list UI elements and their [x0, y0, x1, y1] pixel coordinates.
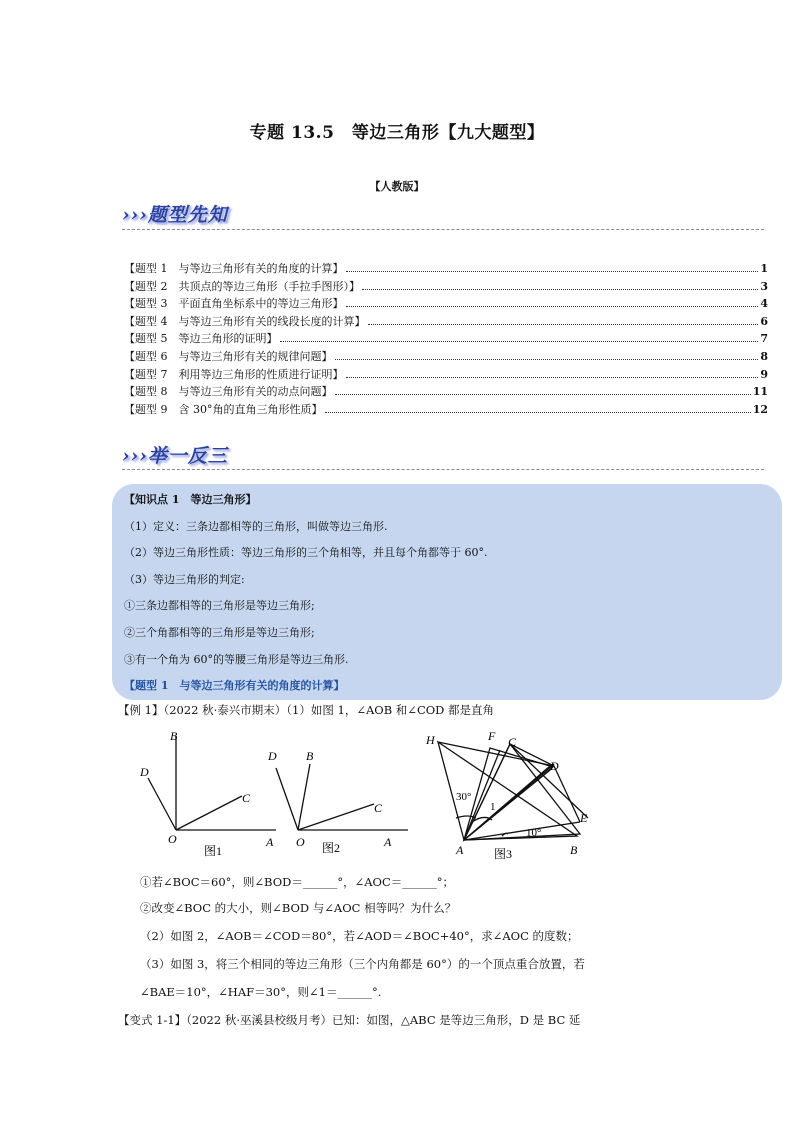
divider — [122, 469, 764, 470]
figure-label: A — [266, 835, 274, 849]
question-3a: （3）如图 3，将三个相同的等边三角形（三个内角都是 60°）的一个顶点重合放置，若 — [140, 957, 585, 971]
toc-page-number: 12 — [752, 402, 768, 416]
edition-label: 【人教版】 — [369, 180, 425, 193]
knowledge-line: （1）定义：三条边都相等的三角形，叫做等边三角形. — [124, 519, 388, 533]
toc-page-number: 1 — [760, 262, 768, 275]
toc-item[interactable]: 【题型 4 与等边三角形有关的线段长度的计算】 6 — [124, 313, 768, 331]
figure-label: D — [140, 765, 149, 779]
figure-label: A — [384, 835, 392, 849]
figure-label: B — [306, 749, 314, 763]
figure-label: 1 — [490, 801, 496, 813]
divider — [122, 229, 764, 230]
figure-label: B — [170, 729, 178, 743]
figure-label: H — [426, 733, 435, 747]
section-banner-examples: ›››举一反三 — [122, 445, 228, 467]
figure-label: B — [570, 843, 578, 857]
toc-item[interactable]: 【题型 5 等边三角形的证明】 7 — [124, 330, 768, 348]
toc-page-number: 7 — [760, 332, 768, 346]
figure-label: F — [488, 729, 496, 743]
figure-caption: 图3 — [494, 847, 513, 861]
toc-item[interactable]: 【题型 1 与等边三角形有关的角度的计算】 1 — [124, 260, 768, 278]
figure-label: E — [580, 811, 588, 825]
page-title: 专题 13.5 等边三角形【九大题型】 — [249, 123, 545, 143]
toc-page-number: 11 — [752, 385, 768, 399]
example-intro: 【例 1】（2022 秋·泰兴市期末）（1）如图 1，∠AOB 和∠COD 都是直角 — [118, 703, 495, 717]
toc-item[interactable]: 【题型 3 平面直角坐标系中的等边三角形】 4 — [124, 295, 768, 313]
figure-label: 30° — [456, 791, 472, 803]
figure-label: 10° — [526, 827, 542, 839]
knowledge-heading: 【知识点 1 等边三角形】 — [124, 493, 257, 506]
question-type-heading: 【题型 1 与等边三角形有关的角度的计算】 — [124, 679, 345, 693]
figure-label: C — [374, 801, 383, 815]
toc-item[interactable]: 【题型 2 共顶点的等边三角形（手拉手图形）】 3 — [124, 278, 768, 296]
figure-label: A — [456, 843, 464, 857]
toc-page-number: 6 — [760, 314, 768, 328]
figure-label: C — [242, 791, 251, 805]
section-banner-preview: ›››题型先知 — [122, 204, 228, 226]
toc-page-number: 9 — [760, 367, 768, 381]
knowledge-content — [124, 487, 764, 700]
figure-1 — [148, 736, 276, 830]
figure-caption: 图1 — [204, 844, 223, 858]
toc-item[interactable]: 【题型 9 含 30°角的直角三角形性质】 12 — [124, 401, 768, 419]
figure-2 — [276, 764, 408, 830]
knowledge-line: ①三条边都相等的三角形是等边三角形; — [124, 599, 315, 613]
toc-item[interactable]: 【题型 8 与等边三角形有关的动点问题】 11 — [124, 383, 768, 401]
knowledge-line: ③有一个角为 60°的等腰三角形是等边三角形. — [124, 652, 349, 666]
question-3b: ∠BAE＝10°，∠HAF＝30°，则∠1＝______°. — [140, 985, 382, 999]
figure-label: D — [268, 749, 277, 763]
figure-label: C — [508, 735, 517, 749]
toc-page-number: 3 — [760, 279, 768, 293]
question-2: （2）如图 2，∠AOB＝∠COD＝80°，若∠AOD＝∠BOC+40°，求∠AOC 的度数； — [140, 929, 579, 943]
figure-label: D — [550, 759, 559, 773]
knowledge-line: （3）等边三角形的判定: — [124, 572, 245, 586]
figure-caption: 图2 — [322, 841, 341, 855]
knowledge-line: ②三个角都相等的三角形是等边三角形; — [124, 625, 315, 639]
example-figures — [130, 722, 600, 862]
knowledge-line: （2）等边三角形性质：等边三角形的三个角相等，并且每个角都等于 60°. — [124, 546, 488, 560]
toc-page-number: 8 — [760, 349, 768, 363]
toc-item[interactable]: 【题型 6 与等边三角形有关的规律问题】 8 — [124, 348, 768, 366]
variant-1-1: 【变式 1-1】（2022 秋·巫溪县校级月考）已知：如图，△ABC 是等边三角形，D 是 BC 延 — [118, 1013, 581, 1027]
figure-label: O — [168, 832, 177, 846]
toc-item[interactable]: 【题型 7 利用等边三角形的性质进行证明】 9 — [124, 366, 768, 384]
figure-label: O — [296, 835, 305, 849]
table-of-contents — [124, 260, 768, 418]
question-1b: ②改变∠BOC 的大小，则∠BOD 与∠AOC 相等吗？为什么？ — [140, 901, 457, 915]
toc-page-number: 4 — [760, 297, 768, 311]
question-1a: ①若∠BOC＝60°，则∠BOD＝______°，∠AOC＝______°； — [140, 875, 455, 889]
